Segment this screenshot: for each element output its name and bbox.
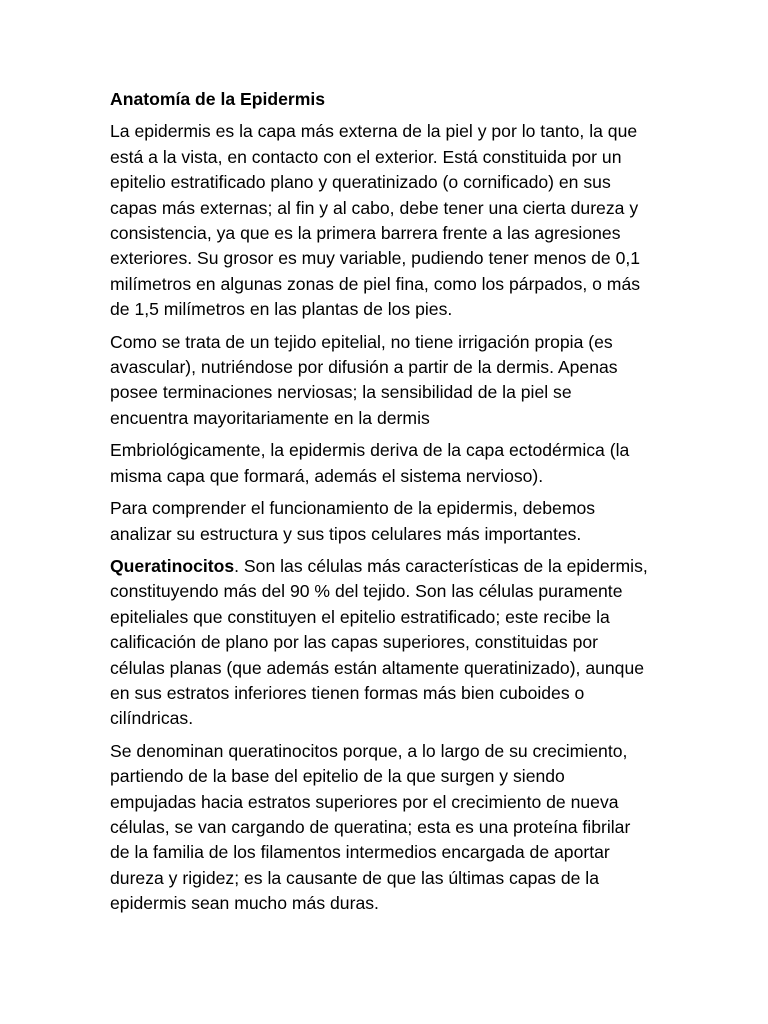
paragraph-embryology: Embriológicamente, la epidermis deriva de la capa ectodérmica (la misma capa que formará, además el sistema nervioso). (110, 440, 630, 486)
queratinocitos-term: Queratinocitos (110, 555, 235, 576)
paragraph-intro: La epidermis es la capa más externa de la piel y por lo tanto, la que está a la vista, en contacto con el exterior. Está constituida por un epitelio estratificado plano y queratinizado (o cornificado) en sus capas más externas; al fin y al cabo, debe tener una cierta dureza y consistencia, ya que es la primera barrera frente a las agresiones exteriores. Su grosor es muy variable, pudiendo tener menos de 0,1 milímetros en algunas zonas de piel fina, como los párpados, o más de 1,5 milímetros en las plantas de los pies. (110, 121, 641, 320)
paragraph-epithelial-tissue: Como se trata de un tejido epitelial, no tiene irrigación propia (es avascular), nutriéndose por difusión a partir de la dermis. Apenas posee terminaciones nerviosas; la sensibilidad de la piel se encuentra mayoritariamente en la dermis (110, 331, 618, 428)
queratinocitos-text: . Son las células más características de la epidermis, constituyendo más del 90 % del tejido. Son las células puramente epiteliales que constituyen el epitelio estratificado; este recibe la calificación de plano por las capas superiores, constituidas por células planas (que además están altamente queratinizado), aunque en sus estratos inferiores tienen formas más bien cuboides o cilíndricas. (110, 555, 648, 729)
paragraph-queratinocitos (110, 554, 650, 732)
paragraph-queratina: Se denominan queratinocitos porque, a lo largo de su crecimiento, partiendo de la base del epitelio de la que surgen y siendo empujadas hacia estratos superiores por el crecimiento de nueva células, se van cargando de queratina; esta es una proteína fibrilar de la familia de los filamentos intermedios encargada de aportar dureza y rigidez; es la causante de que las últimas capas de la epidermis sean mucho más duras. (110, 740, 631, 914)
document-title: Anatomía de la Epidermis (110, 89, 326, 109)
document-page (110, 87, 650, 924)
paragraph-structure: Para comprender el funcionamiento de la epidermis, debemos analizar su estructura y sus tipos celulares más importantes. (110, 498, 596, 544)
